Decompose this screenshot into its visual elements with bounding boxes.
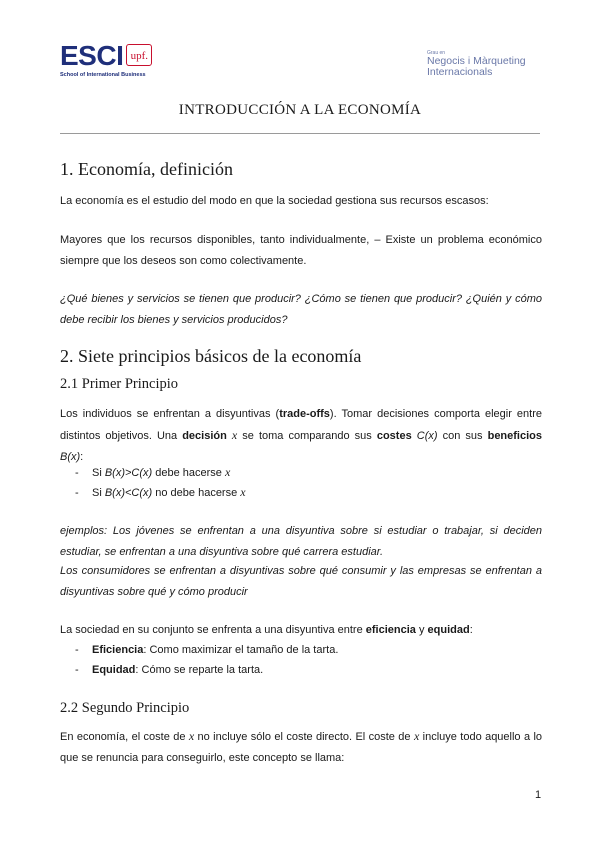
term-equity: equidad	[427, 624, 470, 636]
bullet-dash: -	[75, 644, 79, 656]
term-efficiency: eficiencia	[365, 624, 416, 636]
program-name	[427, 50, 526, 78]
program-line-2: Internacionals	[427, 66, 493, 78]
term-trade-offs: trade-offs	[279, 408, 330, 420]
variable-x: x	[231, 428, 238, 442]
variable-x: x	[240, 485, 246, 499]
efficiency-text: : Como maximizar el tamaño de la tarta.	[143, 644, 339, 656]
equity-text: : Cómo se reparte la tarta.	[135, 664, 264, 676]
examples-paragraph-1: ejemplos: Los jóvenes se enfrentan a una disyuntiva sobre si estudiar o trabajar, si deciden estudiar, se enfrentan a una disyuntiva sobre qué carrera estudiar.	[60, 525, 542, 558]
text-run: Los individuos se enfrentan a disyuntivas (	[60, 408, 280, 420]
text-run: incluye todo aquello a lo que se renuncia para conseguirlo, este concepto se llama:	[60, 731, 543, 764]
text-run: :	[80, 451, 84, 463]
text-run: ). Tomar decisiones comporta elegir entre distintos objetivos. Una	[60, 408, 542, 442]
section-1-questions: ¿Qué bienes y servicios se tienen que producir? ¿Cómo se tienen que producir? ¿Quién y cómo debe recibir los bienes y servicios producidos?	[60, 293, 542, 326]
subsection-2-2-heading: 2.2 Segundo Principio	[60, 700, 190, 716]
text-run: La sociedad en su conjunto se enfrenta a una disyuntiva entre	[60, 624, 366, 636]
section-2-heading: 2. Siete principios básicos de la economía	[60, 346, 362, 366]
text-run: se toma comparando sus	[237, 430, 377, 442]
text-run: debe hacerse	[152, 467, 225, 479]
condition: B(x)<C(x)	[104, 487, 153, 499]
document-title: INTRODUCCIÓN A LA ECONOMÍA	[178, 102, 422, 118]
section-1-paragraph-1: La economía es el estudio del modo en que la sociedad gestiona sus recursos escasos:	[60, 195, 489, 207]
bullet-equity	[75, 660, 263, 681]
bullet-benefit-less	[75, 482, 246, 504]
text-run: y	[415, 624, 428, 636]
society-paragraph	[60, 620, 542, 641]
examples-paragraph-2: Los consumidores se enfrentan a disyuntivas sobre qué consumir y las empresas se enfrentan a disyuntivas sobre qué y cómo producir	[60, 565, 542, 598]
term-costs: costes	[376, 430, 412, 442]
text-run: con sus	[437, 430, 488, 442]
program-line-1: Negocis i Màrqueting	[427, 55, 526, 67]
upf-badge: upf.	[126, 44, 152, 66]
variable-x: x	[224, 465, 231, 479]
equity-label: Equidad	[92, 664, 136, 676]
variable-x: x	[413, 729, 420, 743]
benefit-function: B(x)	[60, 451, 81, 463]
cost-function: C(x)	[416, 430, 438, 442]
efficiency-label: Eficiencia	[92, 644, 144, 656]
text-run: En economía, el coste de	[60, 731, 189, 743]
condition: B(x)>C(x)	[104, 467, 153, 479]
bullet-dash: -	[75, 487, 79, 499]
page-number: 1	[535, 789, 542, 801]
term-decision: decisión	[182, 430, 227, 442]
principle-2-paragraph	[60, 726, 542, 769]
title-divider	[60, 133, 540, 134]
esci-logo	[60, 40, 152, 78]
variable-x: x	[188, 729, 195, 743]
bullet-dash: -	[75, 664, 79, 676]
subsection-2-1-heading: 2.1 Primer Principio	[60, 376, 179, 392]
bullet-dash: -	[75, 467, 79, 479]
text-run: :	[469, 624, 473, 636]
bullet-efficiency	[75, 640, 338, 661]
text-run: no debe hacerse	[152, 487, 241, 499]
principle-1-paragraph	[60, 404, 542, 468]
term-benefits: beneficios	[487, 430, 542, 442]
text-run: no incluye sólo el coste directo. El coste de	[194, 731, 414, 743]
section-1-heading: 1. Economía, definición	[60, 159, 233, 179]
section-1-paragraph-2: Mayores que los recursos disponibles, tanto individualmente, – Existe un problema económico siempre que los deseos son como colectivamente.	[60, 234, 542, 267]
logo-wordmark: ESCI	[60, 40, 124, 71]
program-kicker: Grau en	[427, 50, 446, 56]
text-run: Si	[92, 467, 105, 479]
text-run: Si	[92, 487, 105, 499]
logo-subtitle: School of International Business	[60, 72, 146, 78]
bullet-benefit-greater	[75, 462, 230, 484]
